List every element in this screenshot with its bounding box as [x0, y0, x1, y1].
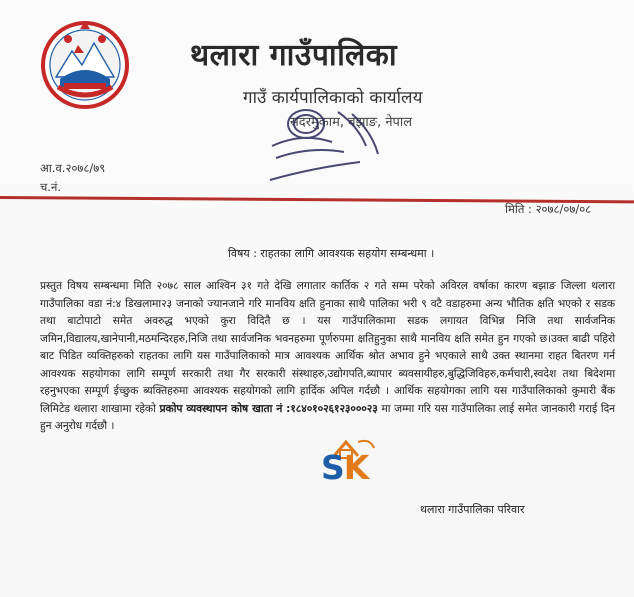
org-name: थलारा गाउँपालिका [190, 38, 398, 73]
office-name: गाउँ कार्यपालिकाको कार्यालय [243, 88, 423, 108]
fiscal-year: आ.व.२०७८/७९ [40, 161, 106, 175]
letter-body [40, 277, 615, 435]
signature-line: थलारा गाउँपालिका परिवार [420, 503, 525, 516]
sk-letter-k: K [343, 448, 369, 487]
sk-watermark [321, 448, 368, 487]
nepal-emblem-icon [38, 17, 132, 111]
letter-subject: विषय : राहतका लागि आवश्यक सहयोग सम्बन्धमा । [228, 247, 435, 260]
body-part-2: मा जम्मा गरि यस गाउँपालिका लाई समेत जानकारी गराई दिन हुन अनुरोध गर्दछौ । [40, 401, 615, 432]
sk-letter-s: S [321, 448, 344, 487]
body-part-1: प्रस्तुत विषय सम्बन्धमा मिति २०७८ साल आश्विन ३१ गते देखि लगातार कार्तिक २ गते सम्म परेको अविरल वर्षाका कारण बझाङ जिल्ला थलारा गाउँपालिका वडा नं:४ डिखलामा२३ जनाको ज्यानजाने गरि मानविय क्षति हुनाका साथै पालिका भरी ९ वटै वडाहरुमा अन्य भौतिक क्षति भएको र सडक तथा बाटोपाटो समेत अवरुद्ध भएको कुरा विदितै छ । यस गाउँपालिकामा सडक लगायत विभिन्न निजि तथा सार्वजनिक जमिन,विद्यालय,खानेपानी,मठमन्दिरहरु,निजि तथा सार्वजनिक भवनहरुमा पूर्णरुपमा क्षतिहुनुका साथै मानविय क्षति समेत हुन गएको छ।उक्त बाढी पहिरो बाट पिडित व्यक्तिहरुको राहतका लागि यस गाउँपालिकाको मात्र आवश्यक आर्थिक श्रोत अभाव हुने भएकाले साथै उक्त स्थानमा राहत बितरण गर्न आवश्यक सहयोगका लागि सम्पूर्ण सरकारी तथा गैर सरकारी संस्थाहरु,उद्योगपति,ब्यापार ब्यवसायीहरु,बुद्धिजिविहरु,कर्मचारी,स्वदेश तथा बिदेशमा रहनुभएका सम्पूर्ण ईच्छुक ब्यक्तिहरुमा आवश्यक सहयोगको लागि हार्दिक अपिल गर्दछौ । आर्थिक सहयोगका लागि यस गाउँपालिकाको कुमारी बैंक लिमिटेड थलारा शाखामा रहेको [40, 279, 615, 415]
letter-number: च.नं. [40, 180, 61, 194]
office-stamp-icon [262, 102, 392, 187]
account-number: प्रकोप व्यवस्थापन कोष खाता नं :१८४०१०२६१२३०००२३ [159, 401, 378, 415]
office-address: सदरमुकाम, बझाङ, नेपाल [290, 115, 413, 130]
letter-date: मिति : २०७८/०७/०८ [505, 202, 592, 216]
